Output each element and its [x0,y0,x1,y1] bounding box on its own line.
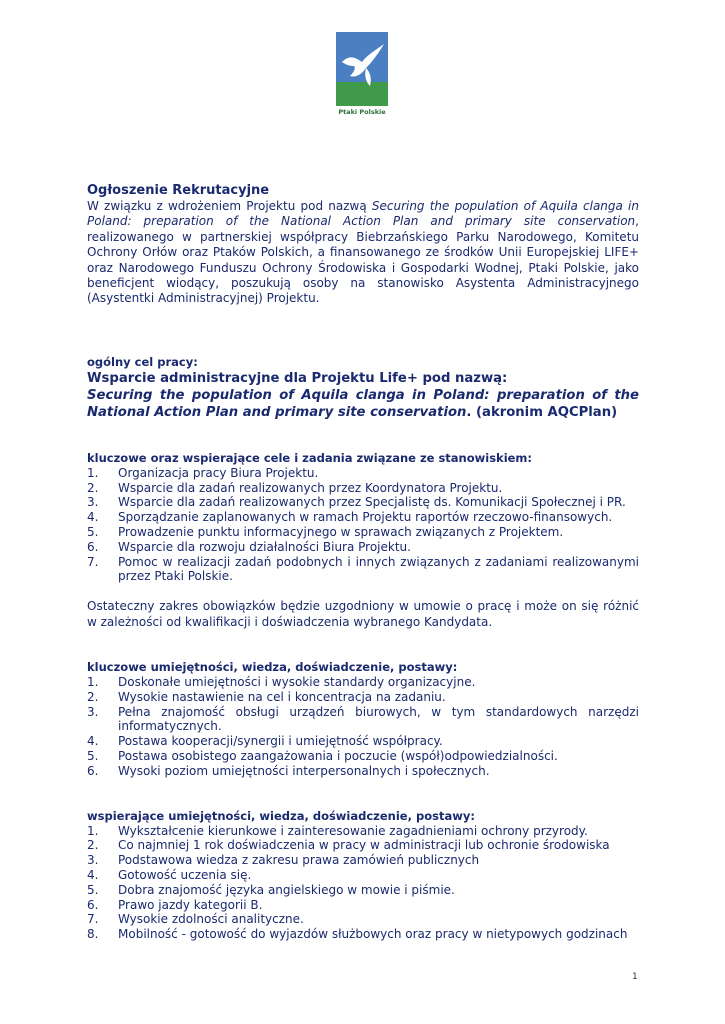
list-text: Postawa kooperacji/synergii i umiejętność współpracy. [118,734,443,749]
list-number: 4. [87,734,99,749]
page-title: Ogłoszenie Rekrutacyjne [87,183,270,198]
list-text: Prawo jazdy kategorii B. [118,897,263,912]
list-number: 6. [87,897,99,912]
scope-note: Ostateczny zakres obowiązków będzie uzgodniony w umowie o pracę i może on się różnić w zależności od kwalifikacji i doświadczenia wybranego Kandydata. [87,599,639,629]
list-text: Sporządzanie zaplanowanych w ramach Projektu raportów rzeczowo-finansowych. [118,510,613,525]
list-text: Doskonałe umiejętności i wysokie standardy organizacyjne. [118,675,476,690]
goal-suffix: . (akronim AQCPlan) [466,404,618,420]
list-number: 7. [87,912,99,927]
list-number: 4. [87,510,99,525]
intro-paragraph [87,199,639,307]
list-number: 2. [87,838,99,853]
goal-title: Wsparcie administracyjne dla Projektu Life+ pod nazwą: [87,370,508,386]
page-number: 1 [632,972,638,982]
key-skills-label: kluczowe umiejętności, wiedza, doświadczenie, postawy: [87,660,458,675]
list-item [87,898,639,913]
list-text: Wysokie nastawienie na cel i koncentracja na zadaniu. [118,689,446,704]
list-text: Co najmniej 1 rok doświadczenia w pracy w administracji lub ochronie środowiska [118,838,610,853]
ptaki-polskie-logo [336,32,388,120]
goal-label: ogólny cel pracy: [87,354,198,369]
list-number: 6. [87,763,99,778]
support-skills-list [87,824,639,942]
list-text: Pełna znajomość obsługi urządzeń biurowych, w tym standardowych narzędzi informatycznych. [118,704,639,734]
list-item [87,555,639,585]
list-text: Wysokie zdolności analityczne. [118,912,304,927]
intro-part1: W związku z wdrożeniem Projektu pod nazwą [87,199,372,213]
list-item [87,927,639,942]
list-number: 5. [87,525,99,540]
list-number: 2. [87,480,99,495]
intro-project-name: Securing the population of Aquila clanga in Poland: preparation of the National Action Plan and primary site conservation [87,199,639,229]
list-item [87,734,639,749]
tasks-label: kluczowe oraz wspierające cele i zadania związane ze stanowiskiem: [87,450,533,465]
bird-logo-icon [336,32,388,120]
goal-project-name [87,387,639,421]
list-text: Wsparcie dla rozwoju działalności Biura Projektu. [118,539,411,554]
intro-part2: , realizowanego w partnerskiej współpracy Biebrzańskiego Parku Narodowego, Komitetu Ochrony Orłów oraz Ptaków Polskich, a finansowanego ze środków Unii Europejskiej LIFE+ oraz Narodowego Funduszu Ochrony Środowiska i Gospodarki Wodnej, Ptaki Polskie, jako beneficjent wiodący, poszukują osoby na stanowisko Asystenta Administracyjnego (Asystentki Administracyjnej) Projektu. [87,214,639,306]
support-skills-label: wspierające umiejętności, wiedza, doświadczenie, postawy: [87,808,475,823]
list-number: 4. [87,868,99,882]
list-text: Wykształcenie kierunkowe i zainteresowanie zagadnieniami ochrony przyrody. [118,823,588,838]
logo-text: Ptaki Polskie [338,108,386,116]
list-item [87,690,639,705]
list-item [87,883,639,898]
key-skills-list [87,675,639,779]
list-item [87,466,639,481]
list-text: Wysoki poziom umiejętności interpersonalnych i społecznych. [118,763,490,778]
document-body [87,182,639,942]
list-item [87,824,639,839]
list-text: Mobilność - gotowość do wyjazdów służbowych oraz pracy w nietypowych godzinach [118,927,628,942]
list-number: 6. [87,539,99,554]
list-text: Dobra znajomość języka angielskiego w mowie i piśmie. [118,882,455,897]
list-text: Pomoc w realizacji zadań podobnych i innych związanych z zadaniami realizowanymi przez Ptaki Polskie. [118,554,639,584]
list-number: 1. [87,465,99,480]
list-number: 1. [87,675,99,690]
list-item [87,675,639,690]
list-item [87,495,639,510]
list-number: 3. [87,853,99,868]
list-text: Wsparcie dla zadań realizowanych przez Specjalistę ds. Komunikacji Społecznej i PR. [118,495,626,510]
list-item [87,705,639,735]
list-number: 8. [87,927,99,942]
list-number: 2. [87,689,99,704]
list-item [87,525,639,540]
list-item [87,764,639,779]
list-number: 5. [87,749,99,764]
tasks-list [87,466,639,584]
list-number: 5. [87,882,99,897]
list-text: Wsparcie dla zadań realizowanych przez Koordynatora Projektu. [118,480,503,495]
list-item [87,540,639,555]
goal-italic: Securing the population of Aquila clanga in Poland: preparation of the National Action Plan and primary site conservation [87,387,639,420]
list-text: Organizacja pracy Biura Projektu. [118,465,319,480]
list-item [87,853,639,868]
list-item [87,510,639,525]
list-number: 7. [87,554,99,569]
list-text: Prowadzenie punktu informacyjnego w sprawach związanych z Projektem. [118,525,564,540]
list-text: Postawa osobistego zaangażowania i poczucie (współ)odpowiedzialności. [118,749,558,764]
list-text: Podstawowa wiedza z zakresu prawa zamówień publicznych [118,853,480,868]
list-number: 3. [87,495,99,510]
list-number: 3. [87,704,99,719]
list-item [87,868,639,883]
list-item [87,749,639,764]
list-number: 1. [87,823,99,838]
list-item [87,912,639,927]
list-item [87,481,639,496]
list-text: Gotowość uczenia się. [118,868,252,882]
list-item [87,838,639,853]
